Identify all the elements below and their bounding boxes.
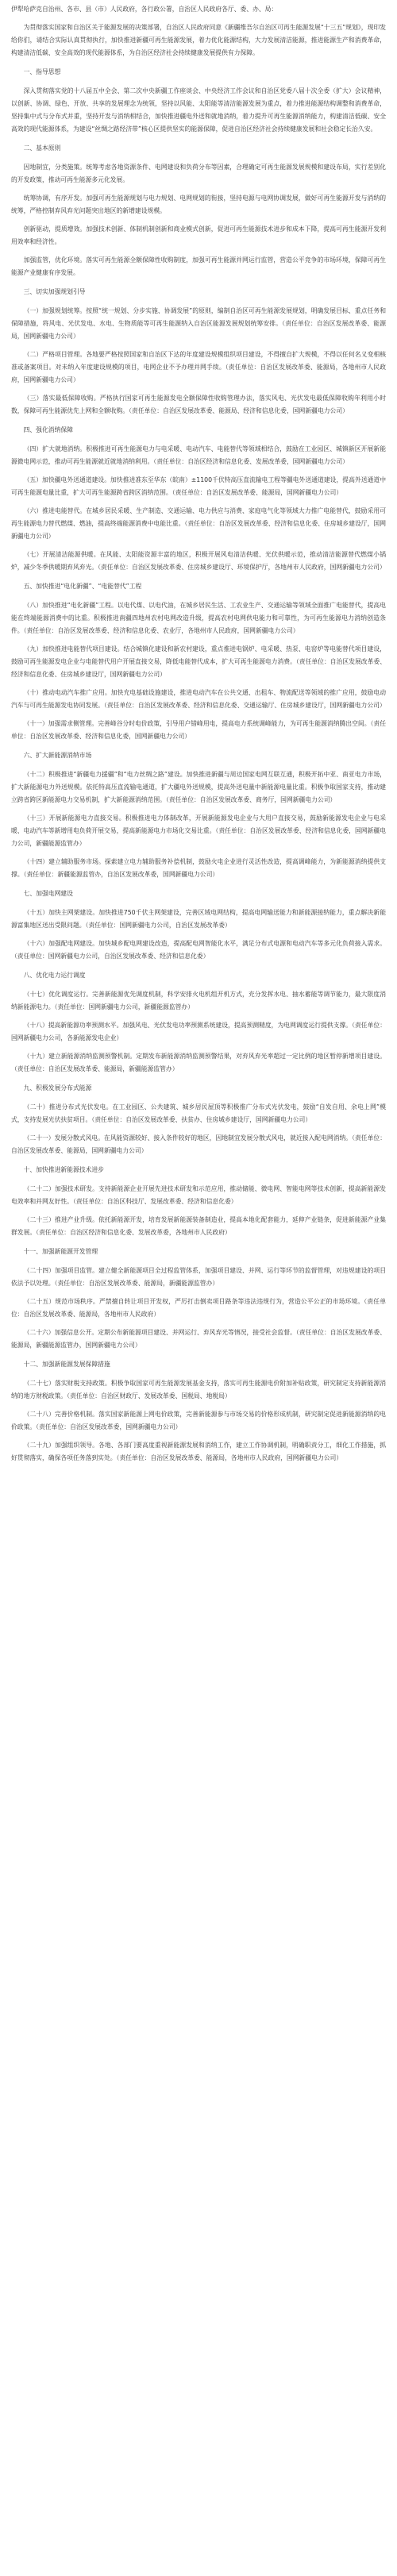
section-paragraph: （四）扩大就地消纳。积极推进可再生能源电力与电采暖、电动汽车、电能替代等领域相结合，鼓励在工业园区、城镇新区开展新能源微电网示范，推动可再生能源就近就地消纳利用。（责任单位：自治区经济和信息化委、发展改革委，国网新疆电力公司） — [11, 445, 386, 465]
section-heading: 八、优化电力运行调度 — [23, 972, 86, 979]
section-paragraph: （二）严格项目管理。各地要严格按照国家和自治区下达的年度建设规模组织项目建设，不得擅自扩大规模，不得以任何名义变相核准或备案项目。对未纳入年度建设规模的项目，电网企业不予办理并网手续。（责任单位：自治区发展改革委、能源局，各地州市人民政府，国网新疆电力公司） — [11, 351, 386, 383]
section-paragraph: 深入贯彻落实党的十八届五中全会、第二次中央新疆工作座谈会、中央经济工作会议和自治区党委八届十次全委（扩大）会议精神，以创新、协调、绿色、开放、共享的发展理念为统领，坚持以风能、太阳能等清洁能源发展为重点，着力推进能源结构调整和消费革命，坚持集中式与分布式并重，坚持开发与消纳相结合，加快推进疆电外送和就地消纳，着力提升可再生能源消纳能力，构建清洁低碳、安全高效的现代能源体系，为建设“丝绸之路经济带”核心区提供坚实的能源保障，促进自治区经济社会持续健康发展和社会稳定长治久安。 — [11, 87, 386, 133]
section-paragraph: （九）加快推进电能替代项目建设。结合城镇化建设和新农村建设，重点推进电锅炉、电采暖、热泵、电窑炉等电能替代项目建设，鼓励可再生能源发电企业与电能替代用户开展直接交易，降低电能替代成本，扩大可再生能源电力消费。（责任单位：自治区发展改革委、经济和信息化委、住房城乡建设厅，国网新疆电力公司） — [11, 645, 386, 678]
section-paragraph: 统筹协调，有序开发。加强可再生能源规划与电力规划、电网规划的衔接，坚持电源与电网协调发展，做好可再生能源开发与消纳的统筹，严格控制弃风弃光问题突出地区的新增建设规模。 — [11, 194, 386, 214]
section-paragraph: （十六）加强配电网建设。加快城乡配电网建设改造，提高配电网智能化水平，满足分布式电源和电动汽车等多元化负荷接入需求。（责任单位：国网新疆电力公司，自治区发展改革委、经济和信息化委） — [11, 940, 386, 960]
section-heading: 二、基本原则 — [23, 144, 61, 152]
section-paragraph: （二十二）加强技术研发。支持新能源企业开展先进技术研发和示范应用，推动储能、微电网、智能电网等技术创新，提高新能源发电效率和并网友好性。（责任单位：自治区科技厅、发展改革委、经济和信息化委） — [11, 1185, 386, 1205]
section-paragraph: （八）加快推进“电化新疆”工程。以电代煤、以电代油，在城乡居民生活、工农业生产、交通运输等领域全面推广电能替代，提高电能在终端能源消费中的比重。积极推进南疆四地州农村电网改造升级，提高农村电网供电能力和可靠性，为可再生能源电力消纳创造条件。（责任单位：自治区发展改革委、经济和信息化委、农业厅，各地州市人民政府，国网新疆电力公司） — [11, 602, 386, 634]
section-paragraph: （二十八）完善价格机制。落实国家新能源上网电价政策，完善新能源参与市场交易的价格形成机制，研究制定促进新能源消纳的电价政策。（责任单位：自治区发展改革委，国网新疆电力公司） — [11, 1411, 386, 1430]
section-paragraph: （二十三）推进产业升级。依托新能源开发，培育发展新能源装备制造业，提高本地化配套能力，延伸产业链条，促进新能源产业集群发展。（责任单位：自治区经济和信息化委、发展改革委，各地州市人民政府） — [11, 1216, 386, 1236]
section-paragraph: （一）加强规划统筹。按照“统一规划、分步实施、协调发展”的原则，编制自治区可再生能源发展规划，明确发展目标、重点任务和保障措施，将风电、光伏发电、水电、生物质能等可再生能源纳入自治区能源发展规划统筹安排。（责任单位：自治区发展改革委、能源局，国网新疆电力公司） — [11, 307, 386, 340]
lead-paragraph: 伊犁哈萨克自治州、各市、县（市）人民政府，各行政公署，自治区人民政府各厅、委、办、局： — [11, 6, 278, 13]
section-paragraph: 因地制宜，分类施策。统筹考虑各地资源条件、电网建设和负荷分布等因素，合理确定可再生能源发展规模和建设布局，实行差别化的开发政策，推动可再生能源多元化发展。 — [11, 164, 386, 183]
section-paragraph: （十七）优化调度运行。完善新能源优先调度机制，科学安排火电机组开机方式，充分发挥水电、抽水蓄能等调节能力，最大限度消纳新能源电力。（责任单位：国网新疆电力公司，新疆能源监管办） — [11, 991, 386, 1011]
section-heading: 六、扩大新能源消纳市场 — [23, 752, 92, 759]
section-heading: 十一、加强新能源开发管理 — [23, 1248, 98, 1255]
section-paragraph: （十）推动电动汽车推广应用。加快充电基础设施建设，推进电动汽车在公共交通、出租车、物流配送等领域的推广应用，鼓励电动汽车与可再生能源发电协同发展。（责任单位：自治区发展改革委、经济和信息化委、交通运输厅、住房城乡建设厅，国网新疆电力公司） — [11, 689, 386, 709]
section-paragraph: （二十一）发展分散式风电。在风能资源较好、接入条件较好的地区，因地制宜发展分散式风电，就近接入配电网消纳。（责任单位：自治区发展改革委、能源局，国网新疆电力公司） — [11, 1134, 386, 1154]
section-paragraph: 加强监管，优化环境。落实可再生能源全额保障性收购制度，加强可再生能源并网运行监管，营造公平竞争的市场环境，保障可再生能源产业健康有序发展。 — [11, 256, 386, 276]
section-paragraph: （二十四）加强项目监管。建立健全新能源项目全过程监管体系，加强项目建设、并网、运行等环节的监督管理，对违规建设的项目依法予以处理。（责任单位：自治区发展改革委、能源局，新疆能源监管办） — [11, 1267, 386, 1287]
section-paragraph: （十一）加强需求侧管理。完善峰谷分时电价政策，引导用户错峰用电，提高电力系统调峰能力，为可再生能源消纳腾出空间。（责任单位：自治区发展改革委、经济和信息化委，国网新疆电力公司） — [11, 720, 386, 740]
section-paragraph: （七）开展清洁能源供暖。在风能、太阳能资源丰富的地区，积极开展风电清洁供暖、光伏供暖示范，推动清洁能源替代燃煤小锅炉，减少冬季供暖期弃风弃光。（责任单位：自治区发展改革委、住房城乡建设厅、环境保护厅，各地州市人民政府，国网新疆电力公司） — [11, 551, 386, 571]
section-paragraph: （二十）推进分布式光伏发电。在工业园区、公共建筑、城乡居民屋顶等积极推广分布式光伏发电，鼓励“自发自用、余电上网”模式，支持发展光伏扶贫项目。（责任单位：自治区发展改革委、扶贫办、住房城乡建设厅，国网新疆电力公司） — [11, 1103, 386, 1123]
article-sections — [11, 66, 386, 1465]
section-paragraph: （十九）建立新能源消纳监测预警机制。定期发布新能源消纳监测预警结果，对弃风弃光率超过一定比例的地区暂停新增项目建设。（责任单位：自治区发展改革委、能源局，新疆能源监管办） — [11, 1053, 386, 1072]
section-paragraph: （二十五）规范市场秩序。严禁擅自转让项目开发权，严厉打击倒卖项目路条等违法违规行为，营造公平公正的市场环境。（责任单位：自治区发展改革委、能源局，各地州市人民政府） — [11, 1298, 386, 1318]
section-heading: 十二、加强新能源发展保障措施 — [23, 1361, 110, 1368]
intro-paragraph: 为贯彻落实国家和自治区关于能源发展的决策部署，自治区人民政府同意《新疆维吾尔自治区可再生能源发展“十三五”规划》，现印发给你们，请结合实际认真贯彻执行，加快推进新疆可再生能源发展，着力优化能源结构，大力发展清洁能源，推进能源生产和消费革命，构建清洁低碳、安全高效的现代能源体系，为自治区经济社会持续健康发展提供有力保障。 — [11, 24, 386, 56]
section-paragraph: （十二）积极推进“新疆电力援疆”和“电力丝绸之路”建设。加快推进新疆与周边国家电网互联互通，积极开拓中亚、南亚电力市场，扩大新能源电力外送规模。依托特高压直流输电通道，扩大疆电外送规模，提高外送电量中新能源电量比重。积极争取国家支持，推动建立跨省跨区新能源电力交易机制，扩大新能源消纳范围。（责任单位：自治区发展改革委、商务厅，国网新疆电力公司） — [11, 771, 386, 803]
section-heading: 七、加强电网建设 — [23, 890, 73, 897]
section-paragraph: （二十七）落实财税支持政策。积极争取国家可再生能源发展基金支持，落实可再生能源电价附加补贴政策，研究制定支持新能源消纳的地方财税政策。（责任单位：自治区财政厅、发展改革委、国税局、地税局） — [11, 1380, 386, 1400]
section-paragraph: （五）加快疆电外送通道建设。加快推进准东至华东（皖南）±1100千伏特高压直流输电工程等疆电外送通道建设，提高外送通道中可再生能源电量比重，扩大可再生能源跨省跨区消纳范围。（责任单位：自治区发展改革委、能源局，国网新疆电力公司） — [11, 476, 386, 496]
section-paragraph: （十四）建立辅助服务市场。探索建立电力辅助服务补偿机制，鼓励火电企业进行灵活性改造，提高调峰能力，为新能源消纳提供支撑。（责任单位：新疆能源监管办，自治区发展改革委，国网新疆电力公司） — [11, 858, 386, 878]
section-heading: 十、加快推进新能源技术进步 — [23, 1166, 104, 1173]
section-heading: 五、加快推进“电化新疆”、“电能替代”工程 — [23, 583, 142, 590]
section-heading: 九、积极发展分布式能源 — [23, 1084, 92, 1092]
section-paragraph: （二十九）加强组织领导。各地、各部门要高度重视新能源发展和消纳工作，建立工作协调机制，明确职责分工，细化工作措施，抓好贯彻落实，确保各项任务落到实处。（责任单位：自治区发展改革委、能源局，各地州市人民政府，国网新疆电力公司） — [11, 1442, 386, 1461]
section-heading: 一、指导思想 — [23, 68, 61, 75]
section-paragraph: （三）落实最低保障收购。严格执行国家可再生能源发电全额保障性收购管理办法，落实风电、光伏发电最低保障收购年利用小时数，保障可再生能源优先上网和全额收购。（责任单位：自治区发展改革委、能源局、经济和信息化委，国网新疆电力公司） — [11, 395, 386, 414]
section-paragraph: （十五）加快主网架建设。加快推进750千伏主网架建设，完善区域电网结构，提高电网输送能力和新能源接纳能力，重点解决新能源富集地区送出受限问题。（责任单位：国网新疆电力公司，自治区发展改革委） — [11, 909, 386, 929]
section-paragraph: （二十六）加强信息公开。定期公布新能源项目建设、并网运行、弃风弃光等情况，接受社会监督。（责任单位：自治区发展改革委、能源局，新疆能源监管办，国网新疆电力公司） — [11, 1329, 386, 1349]
section-heading: 三、切实加强规划引导 — [23, 288, 86, 295]
section-paragraph: （十三）开展新能源电力直接交易。积极推进电力体制改革，开展新能源发电企业与大用户直接交易，鼓励新能源发电企业与电采暖、电动汽车等新增用电负荷开展交易，提高新能源电力市场化交易比重。（责任单位：自治区发展改革委、经济和信息化委，国网新疆电力公司，新疆能源监管办） — [11, 814, 386, 847]
section-paragraph: （六）推进电能替代。在城乡居民采暖、生产制造、交通运输、电力供应与消费、家庭电气化等领域大力推广电能替代，鼓励采用可再生能源电力替代燃煤、燃油，提高终端能源消费中电能比重。（责任单位：自治区发展改革委、经济和信息化委、住房城乡建设厅，国网新疆电力公司） — [11, 507, 386, 540]
section-heading: 四、强化消纳保障 — [23, 426, 73, 433]
section-paragraph: （十八）提高新能源功率预测水平。加强风电、光伏发电功率预测系统建设，提高预测精度，为电网调度运行提供支撑。（责任单位：国网新疆电力公司，各新能源发电企业） — [11, 1022, 386, 1042]
section-paragraph: 创新驱动，提质增效。加强技术创新、体制机制创新和商业模式创新，促进可再生能源技术进步和成本下降，提高可再生能源开发利用效率和经济性。 — [11, 225, 386, 245]
